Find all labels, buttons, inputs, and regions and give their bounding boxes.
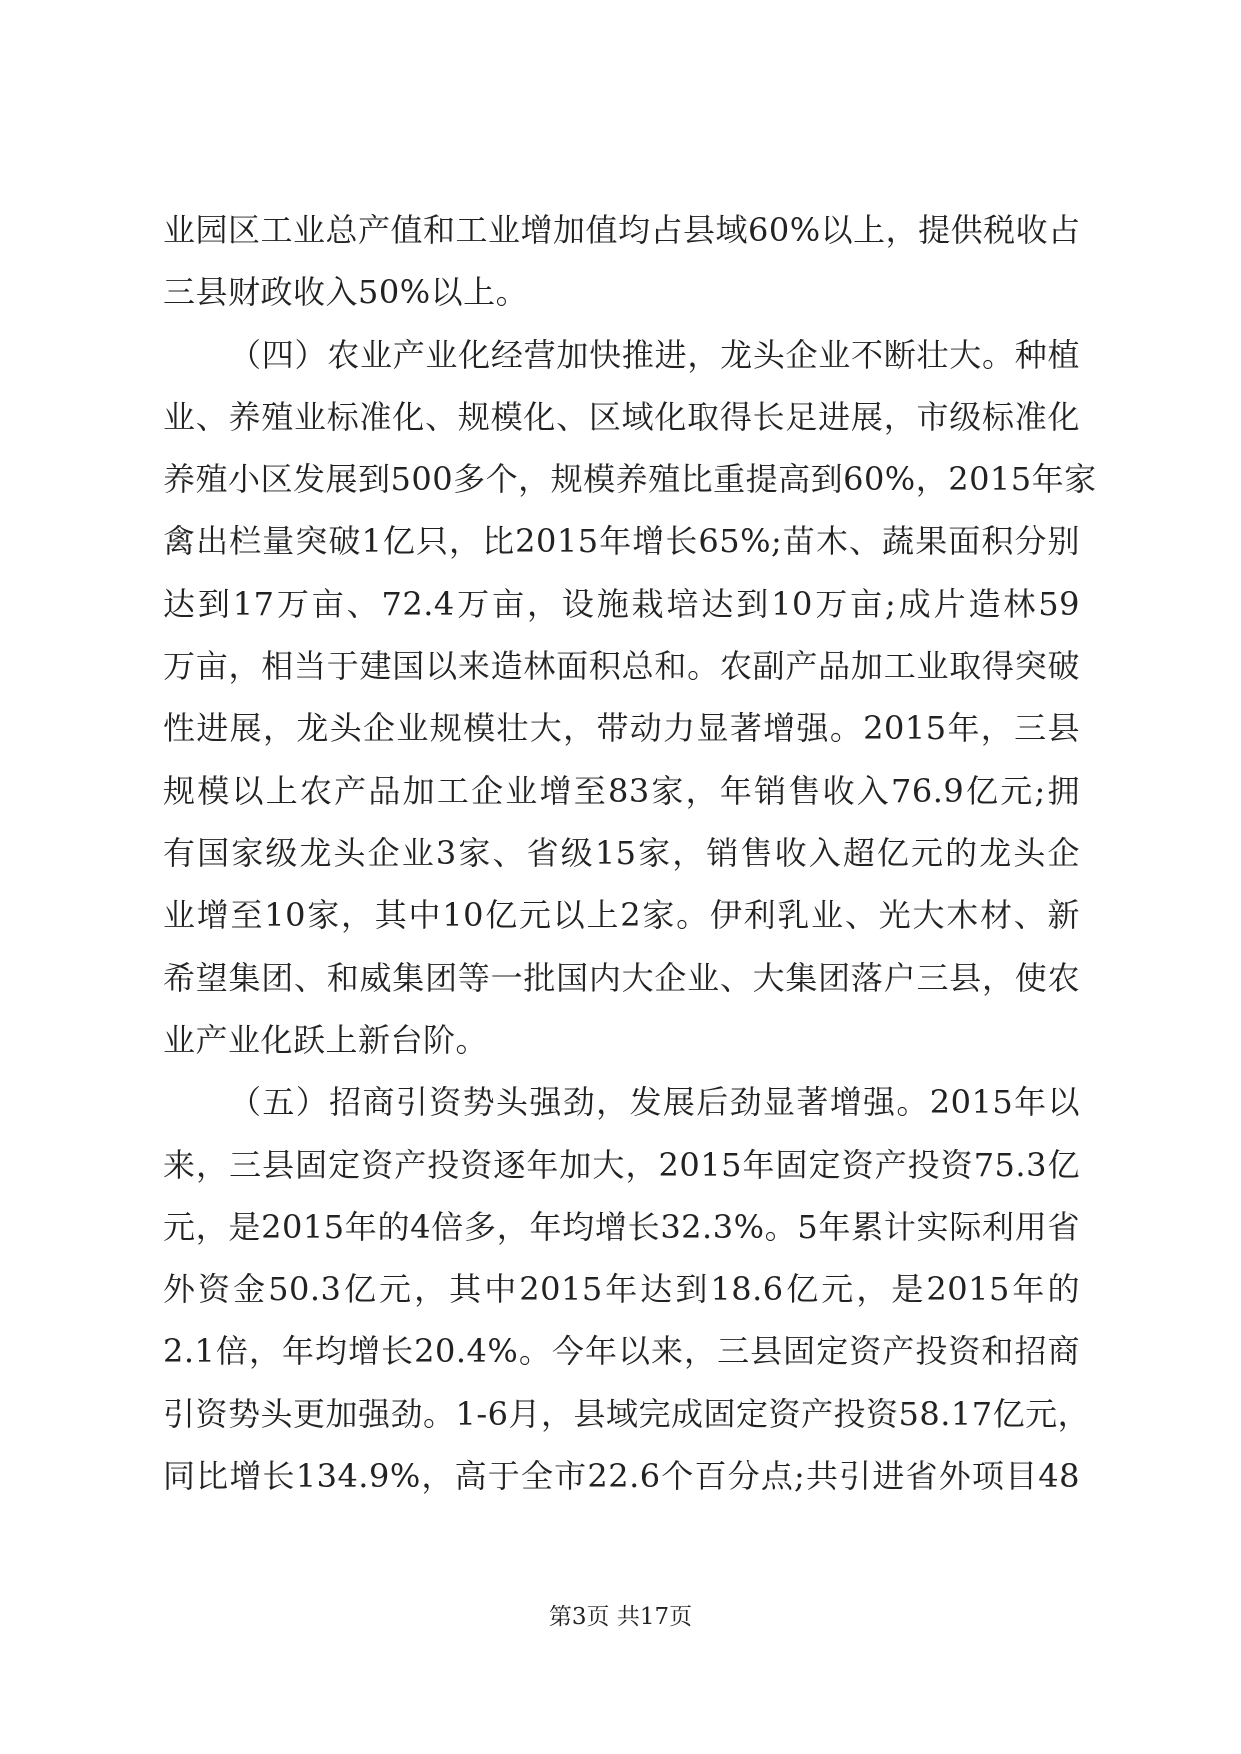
text-line: 来，三县固定资产投资逐年加大，2015年固定资产投资75.3亿 <box>163 1146 1080 1184</box>
text-line: 万亩，相当于建国以来造林面积总和。农副产品加工业取得突破 <box>163 647 1080 685</box>
text-line: 禽出栏量突破1亿只，比2015年增长65%;苗木、蔬果面积分别 <box>163 522 1080 560</box>
page-number-footer: 第3页 共17页 <box>548 1604 693 1630</box>
text-line: 同比增长134.9%，高于全市22.6个百分点;共引进省外项目48 <box>163 1457 1080 1495</box>
text-line: 引资势头更加强劲。1-6月，县域完成固定资产投资58.17亿元， <box>163 1395 1091 1433</box>
text-line: 规模以上农产品加工企业增至83家，年销售收入76.9亿元;拥 <box>163 772 1080 810</box>
paragraph-heading-line: （五）招商引资势头强劲，发展后劲显著增强。2015年以 <box>229 1083 1080 1121</box>
text-line: 业增至10家，其中10亿元以上2家。伊利乳业、光大木材、新 <box>163 896 1080 934</box>
text-line: 希望集团、和威集团等一批国内大企业、大集团落户三县，使农 <box>163 959 1080 997</box>
text-line: 2.1倍，年均增长20.4%。今年以来，三县固定资产投资和招商 <box>163 1332 1080 1370</box>
text-line: 业、养殖业标准化、规模化、区域化取得长足进展，市级标准化 <box>163 398 1080 436</box>
text-line: 养殖小区发展到500多个，规模养殖比重提高到60%，2015年家 <box>163 460 1097 498</box>
text-line: 外资金50.3亿元，其中2015年达到18.6亿元，是2015年的 <box>163 1270 1080 1308</box>
text-line: 业园区工业总产值和工业增加值均占县域60%以上，提供税收占 <box>163 211 1081 249</box>
text-line: 有国家级龙头企业3家、省级15家，销售收入超亿元的龙头企 <box>163 834 1080 872</box>
text-line: 性进展，龙头企业规模壮大，带动力显著增强。2015年，三县 <box>163 709 1080 747</box>
text-line: 达到17万亩、72.4万亩，设施栽培达到10万亩;成片造林59 <box>163 585 1080 623</box>
text-line: 业产业化跃上新台阶。 <box>163 1021 489 1059</box>
paragraph-heading-line: （四）农业产业化经营加快推进，龙头企业不断壮大。种植 <box>229 336 1080 374</box>
text-line: 三县财政收入50%以上。 <box>163 273 529 311</box>
text-line: 元，是2015年的4倍多，年均增长32.3%。5年累计实际利用省 <box>163 1208 1080 1246</box>
